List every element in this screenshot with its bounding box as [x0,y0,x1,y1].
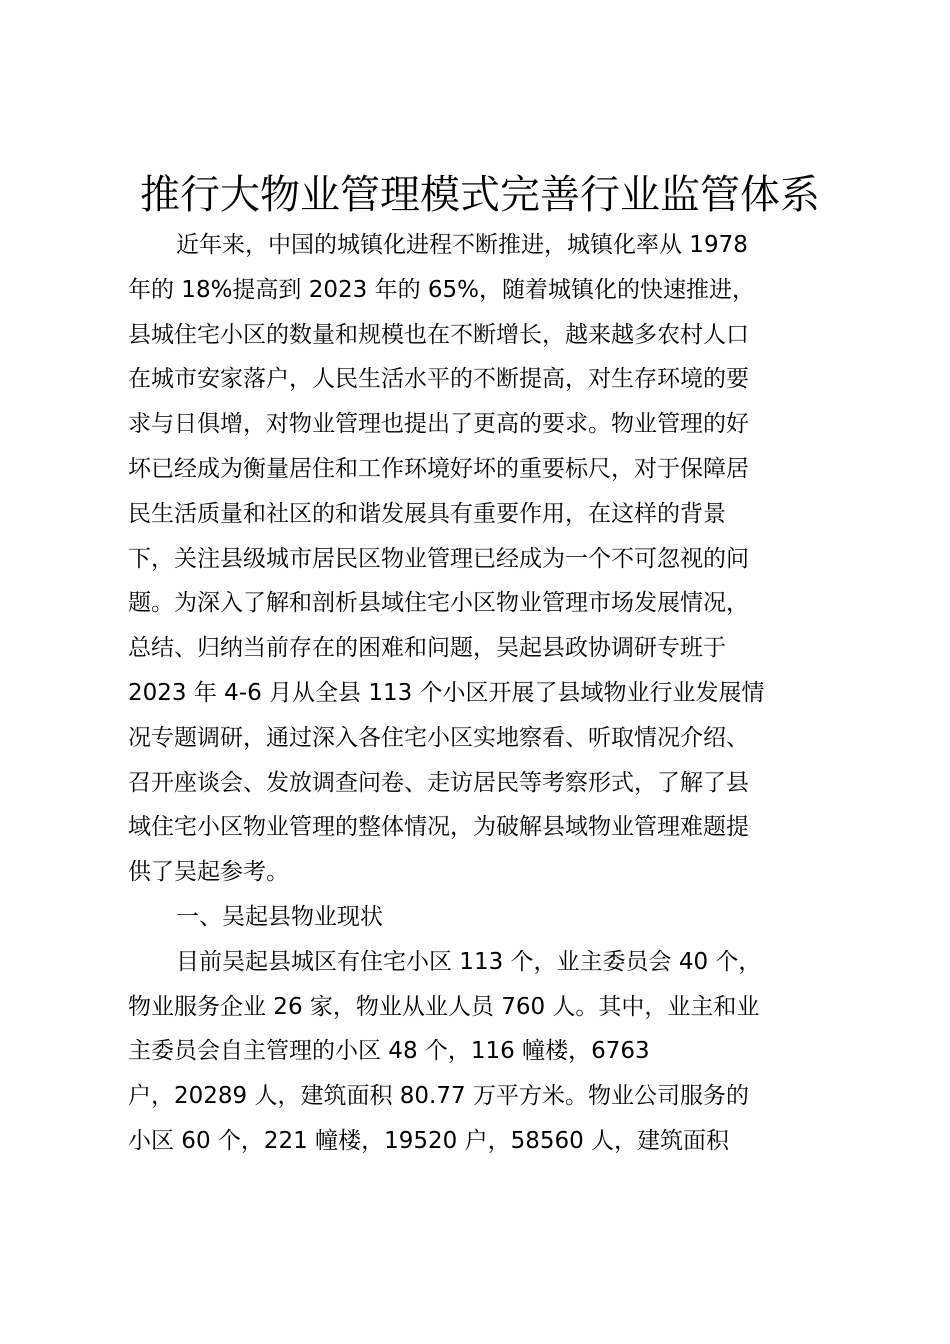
paragraph-line: 物业服务企业 26 家，物业从业人员 760 人。其中，业主和业 [128,993,760,1020]
paragraph-line: 题。为深入了解和剖析县域住宅小区物业管理市场发展情况， [128,590,749,617]
paragraph-line: 主委员会自主管理的小区 48 个，116 幢楼，6763 [128,1038,650,1065]
document-title: 推行大物业管理模式完善行业监管体系 [140,172,820,218]
paragraph-line: 民生活质量和社区的和谐发展具有重要作用，在这样的背景 [128,500,726,527]
paragraph-line: 坏已经成为衡量居住和工作环境好坏的重要标尺，对于保障居 [128,455,749,482]
paragraph-line: 况专题调研，通过深入各住宅小区实地察看、听取情况介绍、 [128,724,749,751]
paragraph-line: 年的 18%提高到 2023 年的 65%，随着城镇化的快速推进， [128,276,756,303]
paragraph-line: 下，关注县级城市居民区物业管理已经成为一个不可忽视的问 [128,545,749,572]
paragraph-line: 在城市安家落户，人民生活水平的不断提高，对生存环境的要 [128,366,749,393]
paragraph-line: 供了吴起参考。 [128,859,289,886]
paragraph-line: 目前吴起县城区有住宅小区 113 个，业主委员会 40 个， [176,948,762,975]
paragraph-line: 户，20289 人，建筑面积 80.77 万平方米。物业公司服务的 [128,1083,749,1110]
paragraph-line: 近年来，中国的城镇化进程不断推进，城镇化率从 1978 [176,232,748,258]
paragraph-line: 域住宅小区物业管理的整体情况，为破解县域物业管理难题提 [128,814,749,841]
paragraph-line: 县城住宅小区的数量和规模也在不断增长，越来越多农村人口 [128,321,749,348]
paragraph-line: 求与日俱增，对物业管理也提出了更高的要求。物业管理的好 [128,411,749,438]
paragraph-line: 2023 年 4-6 月从全县 113 个小区开展了县域物业行业发展情 [128,679,765,706]
section-heading: 一、吴起县物业现状 [176,903,383,930]
paragraph-line: 小区 60 个，221 幢楼，19520 户，58560 人，建筑面积 [128,1127,730,1154]
paragraph-line: 召开座谈会、发放调查问卷、走访居民等考察形式，了解了县 [128,769,749,796]
paragraph-line: 总结、归纳当前存在的困难和问题，吴起县政协调研专班于 [128,635,726,662]
document-body [128,223,828,1164]
